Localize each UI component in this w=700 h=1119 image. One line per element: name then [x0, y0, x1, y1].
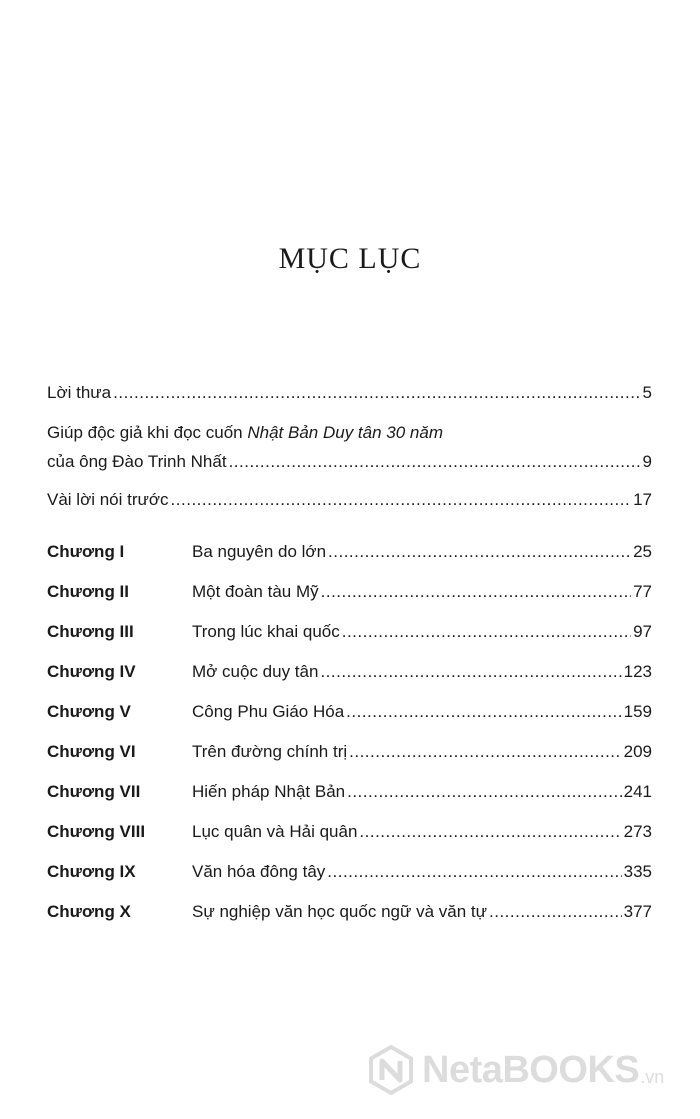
- watermark-brand: NetaBOOKS: [422, 1048, 640, 1091]
- toc-entry-title-part: Giúp độc giả khi đọc cuốn: [47, 423, 248, 442]
- dot-leader: [328, 541, 631, 563]
- chapter-label: Chương VI: [47, 742, 136, 761]
- dot-leader: [359, 821, 621, 843]
- chapter-title: Mở cuộc duy tân: [192, 662, 319, 681]
- chapter-label: Chương IX: [47, 862, 136, 881]
- chapter-title: Một đoàn tàu Mỹ: [192, 582, 319, 601]
- chapter-title: Trên đường chính trị: [192, 742, 348, 761]
- toc-page-number: 9: [642, 452, 652, 471]
- toc-entry-chapter-7: [192, 781, 652, 803]
- chapter-title: Hiến pháp Nhật Bản: [192, 782, 346, 801]
- chapter-title: Văn hóa đông tây: [192, 862, 326, 881]
- toc-entry-loi-thua: [47, 382, 652, 404]
- toc-page-number: 241: [623, 782, 652, 801]
- toc-entry-chapter-5: [192, 701, 652, 723]
- chapter-title: Trong lúc khai quốc: [192, 622, 340, 641]
- toc-entry-chapter-10: [192, 901, 652, 923]
- watermark-suffix: .vn: [640, 1066, 665, 1087]
- chapter-label: Chương V: [47, 702, 131, 721]
- dot-leader: [321, 581, 631, 603]
- chapter-label: Chương VII: [47, 782, 141, 801]
- chapter-title: Sự nghiệp văn học quốc ngữ và văn tự: [192, 902, 487, 921]
- toc-page-number: 159: [623, 702, 652, 721]
- dot-leader: [342, 621, 631, 643]
- dot-leader: [229, 451, 641, 473]
- dot-leader: [349, 741, 621, 763]
- toc-entry-giup-doc-gia: [47, 451, 652, 473]
- toc-page-number: 209: [623, 742, 652, 761]
- chapter-label: Chương IV: [47, 662, 136, 681]
- toc-entry-chapter-6: [192, 741, 652, 763]
- chapter-label: Chương I: [47, 542, 125, 561]
- toc-entry-chapter-3: [192, 621, 652, 643]
- toc-entry-title: Vài lời nói trước: [47, 490, 169, 509]
- dot-leader: [320, 661, 621, 683]
- chapter-title: Lục quân và Hải quân: [192, 822, 358, 841]
- toc-page-number: 17: [633, 490, 652, 509]
- dot-leader: [347, 781, 622, 803]
- toc-page-number: 97: [633, 622, 652, 641]
- toc-page-number: 5: [642, 383, 652, 402]
- toc-entry-chapter-9: [192, 861, 652, 883]
- chapter-title: Ba nguyên do lớn: [192, 542, 327, 561]
- toc-entry-chapter-1: [192, 541, 652, 563]
- toc-entry-chapter-4: [192, 661, 652, 683]
- dot-leader: [327, 861, 621, 883]
- toc-entry-chapter-8: [192, 821, 652, 843]
- dot-leader: [489, 901, 622, 923]
- chapter-label: Chương X: [47, 902, 131, 921]
- watermark-logo: [366, 1045, 664, 1095]
- toc-entry-title: của ông Đào Trinh Nhất: [47, 452, 227, 471]
- chapter-label: Chương VIII: [47, 822, 146, 841]
- toc-page-number: 77: [633, 582, 652, 601]
- toc-entry-vai-loi: [47, 489, 652, 511]
- dot-leader: [171, 489, 632, 511]
- page-title: MỤC LỤC: [278, 242, 422, 275]
- netabooks-logo-icon: [366, 1045, 416, 1095]
- dot-leader: [113, 382, 640, 404]
- chapter-label: Chương III: [47, 622, 134, 641]
- toc-entry-chapter-2: [192, 581, 652, 603]
- toc-page-number: 273: [623, 822, 652, 841]
- toc-page-number: 123: [623, 662, 652, 681]
- toc-entry-title: Lời thưa: [47, 383, 112, 402]
- toc-page-number: 25: [633, 542, 652, 561]
- toc-entry-giup-doc-gia-line1: [47, 422, 443, 444]
- toc-page-number: 335: [623, 862, 652, 881]
- chapter-title: Công Phu Giáo Hóa: [192, 702, 345, 721]
- dot-leader: [346, 701, 621, 723]
- book-title-italic: Nhật Bản Duy tân 30 năm: [247, 423, 443, 442]
- chapter-label: Chương II: [47, 582, 129, 601]
- toc-page-number: 377: [623, 902, 652, 921]
